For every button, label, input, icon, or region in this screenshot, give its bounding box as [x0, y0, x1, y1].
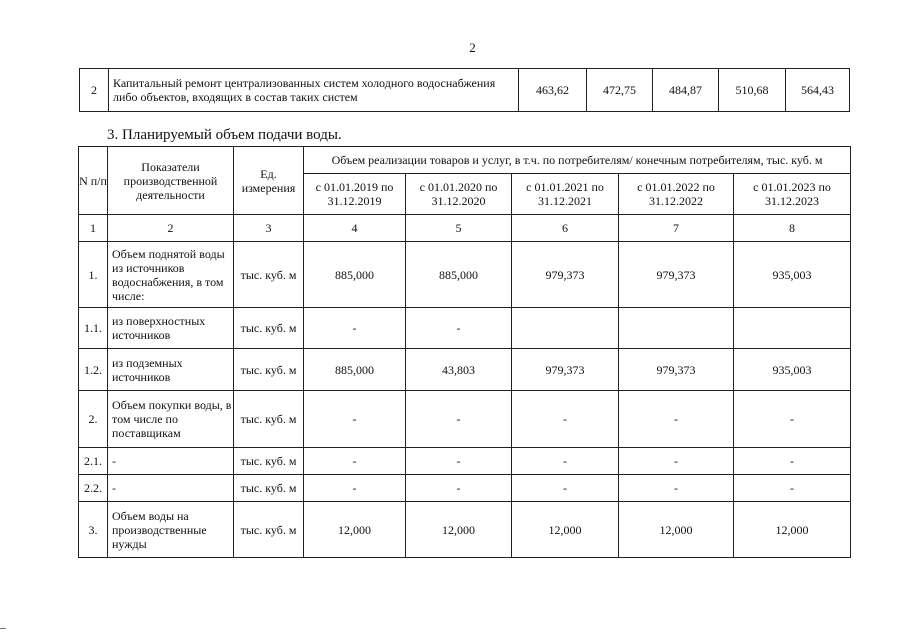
value-cell: 979,373 — [512, 349, 619, 391]
index-cell: 2 — [108, 215, 234, 242]
value-cell: 43,803 — [406, 349, 512, 391]
table-row — [79, 308, 851, 349]
row-description: Капитальный ремонт централизованных систем холодного водоснабжения либо объектов, входящих в состав таких систем — [109, 69, 519, 112]
header-period: с 01.01.2020 по 31.12.2020 — [406, 174, 512, 215]
table-row — [79, 502, 851, 558]
value-cell — [512, 308, 619, 349]
index-cell: 4 — [304, 215, 406, 242]
row-name: - — [108, 448, 234, 475]
value-cell: - — [734, 475, 851, 502]
value-cell: 979,373 — [619, 242, 734, 308]
scan-mark — [0, 628, 6, 629]
value-cell: - — [619, 475, 734, 502]
value-cell: - — [304, 475, 406, 502]
value-cell: 472,75 — [587, 69, 653, 112]
row-number: 1.2. — [79, 349, 108, 391]
index-cell: 3 — [234, 215, 304, 242]
value-cell — [619, 308, 734, 349]
row-number: 2.1. — [79, 448, 108, 475]
table-row — [79, 349, 851, 391]
value-cell: - — [406, 448, 512, 475]
row-name: Объем покупки воды, в том числе по поставщикам — [108, 391, 234, 448]
table-row — [79, 242, 851, 308]
header-period: с 01.01.2021 по 31.12.2021 — [512, 174, 619, 215]
row-unit: тыс. куб. м — [234, 308, 304, 349]
header-indicator: Показатели производственной деятельности — [108, 147, 234, 215]
value-cell: 12,000 — [512, 502, 619, 558]
row-unit: тыс. куб. м — [234, 475, 304, 502]
value-cell: 979,373 — [512, 242, 619, 308]
header-row — [79, 147, 851, 174]
value-cell: - — [304, 391, 406, 448]
value-cell: 935,003 — [734, 349, 851, 391]
value-cell: - — [512, 448, 619, 475]
value-cell: 979,373 — [619, 349, 734, 391]
value-cell: 12,000 — [734, 502, 851, 558]
value-cell: - — [406, 308, 512, 349]
index-cell: 6 — [512, 215, 619, 242]
section-title: 3. Планируемый объем подачи воды. — [107, 127, 342, 143]
row-unit: тыс. куб. м — [234, 391, 304, 448]
value-cell: 885,000 — [304, 242, 406, 308]
header-unit: Ед. измерения — [234, 147, 304, 215]
row-number: 3. — [79, 502, 108, 558]
row-unit: тыс. куб. м — [234, 242, 304, 308]
value-cell: 885,000 — [406, 242, 512, 308]
value-cell: 463,62 — [519, 69, 587, 112]
header-period: с 01.01.2023 по 31.12.2023 — [734, 174, 851, 215]
value-cell: 12,000 — [406, 502, 512, 558]
row-number: 1.1. — [79, 308, 108, 349]
value-cell: - — [734, 391, 851, 448]
value-cell: 885,000 — [304, 349, 406, 391]
table-row — [79, 475, 851, 502]
value-cell: 12,000 — [304, 502, 406, 558]
index-cell: 8 — [734, 215, 851, 242]
value-cell: 935,003 — [734, 242, 851, 308]
row-unit: тыс. куб. м — [234, 448, 304, 475]
value-cell: - — [619, 391, 734, 448]
header-period: с 01.01.2019 по 31.12.2019 — [304, 174, 406, 215]
water-supply-table — [78, 146, 851, 558]
row-unit: тыс. куб. м — [234, 349, 304, 391]
value-cell: 510,68 — [719, 69, 786, 112]
row-unit: тыс. куб. м — [234, 502, 304, 558]
row-name: из подземных источников — [108, 349, 234, 391]
page-number: 2 — [469, 40, 476, 55]
header-period: с 01.01.2022 по 31.12.2022 — [619, 174, 734, 215]
row-number: 2.2. — [79, 475, 108, 502]
row-name: из поверхностных источников — [108, 308, 234, 349]
row-name: - — [108, 475, 234, 502]
row-name: Объем поднятой воды из источников водоснабжения, в том числе: — [108, 242, 234, 308]
index-cell: 1 — [79, 215, 108, 242]
value-cell: 564,43 — [786, 69, 850, 112]
value-cell: - — [304, 308, 406, 349]
value-cell: - — [619, 448, 734, 475]
value-cell: - — [406, 391, 512, 448]
value-cell: 12,000 — [619, 502, 734, 558]
row-number: 1. — [79, 242, 108, 308]
value-cell: - — [406, 475, 512, 502]
index-cell: 5 — [406, 215, 512, 242]
table-row — [80, 69, 850, 112]
continuation-table — [79, 68, 850, 112]
index-cell: 7 — [619, 215, 734, 242]
value-cell: 484,87 — [653, 69, 719, 112]
value-cell: - — [734, 448, 851, 475]
table-row — [79, 391, 851, 448]
value-cell — [734, 308, 851, 349]
row-number: 2 — [80, 69, 109, 112]
header-volume: Объем реализации товаров и услуг, в т.ч. по потребителям/ конечным потребителям, тыс. куб. м — [304, 147, 851, 174]
value-cell: - — [512, 391, 619, 448]
index-row — [79, 215, 851, 242]
value-cell: - — [304, 448, 406, 475]
row-name: Объем воды на производственные нужды — [108, 502, 234, 558]
row-number: 2. — [79, 391, 108, 448]
table-row — [79, 448, 851, 475]
value-cell: - — [512, 475, 619, 502]
header-num: N п/п — [79, 147, 108, 215]
